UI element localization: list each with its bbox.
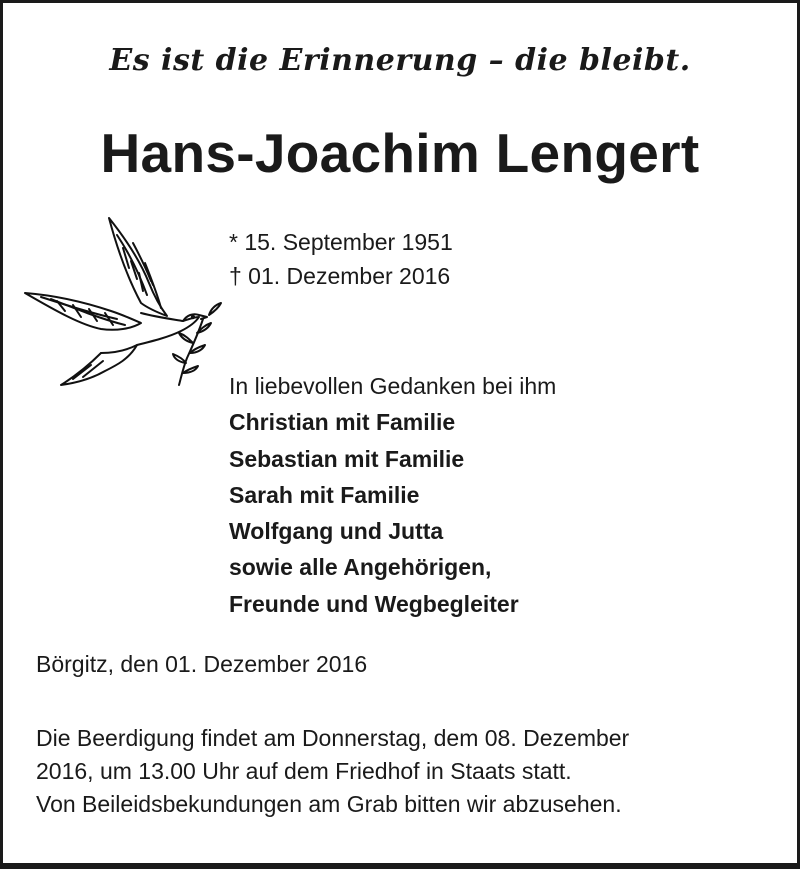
mourner-line: Sarah mit Familie [229, 481, 420, 508]
mourner-line: sowie alle Angehörigen, [229, 554, 492, 581]
memorial-quote: Es ist die Erinnerung – die bleibt. [109, 43, 691, 78]
dove-icon [21, 213, 226, 393]
mourner-line: Christian mit Familie [229, 409, 456, 436]
life-dates [229, 225, 453, 293]
mourners-block [229, 368, 556, 622]
mourner-line: Sebastian mit Familie [229, 445, 465, 472]
birth-date: * 15. September 1951 [229, 229, 453, 255]
funeral-info-line: 2016, um 13.00 Uhr auf dem Friedhof in Staats statt. [36, 758, 572, 784]
funeral-info-line: Von Beileidsbekundungen am Grab bitten wir abzusehen. [36, 791, 622, 817]
deceased-name: Hans-Joachim Lengert [100, 122, 700, 184]
place-and-date: Börgitz, den 01. Dezember 2016 [36, 651, 368, 677]
funeral-info-line: Die Beerdigung findet am Donnerstag, dem 08. Dezember [36, 725, 630, 751]
funeral-info [36, 722, 776, 821]
mourners-intro: In liebevollen Gedanken bei ihm [229, 373, 557, 399]
death-date: † 01. Dezember 2016 [229, 263, 451, 289]
mourner-line: Freunde und Wegbegleiter [229, 590, 519, 617]
mourner-line: Wolfgang und Jutta [229, 518, 444, 545]
obituary-notice [3, 3, 797, 863]
